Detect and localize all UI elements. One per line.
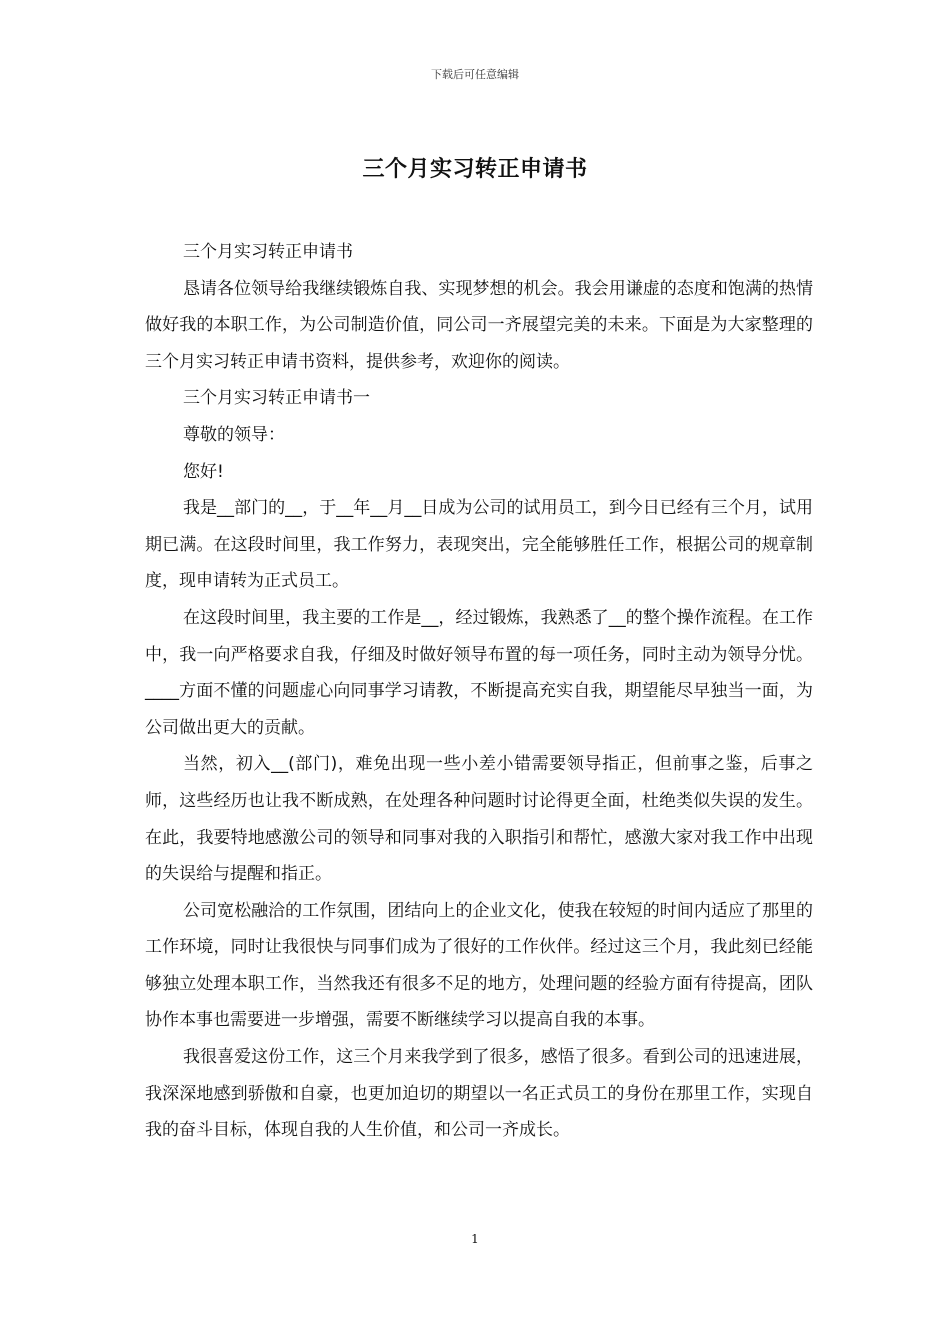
header-note: 下载后可任意编辑 — [431, 68, 519, 81]
paragraph-subheading: 三个月实习转正申请书一 — [183, 388, 370, 409]
page-number: 1 — [471, 1232, 479, 1246]
paragraph-body: 我很喜爱这份工作，这三个月来我学到了很多，感悟了很多。看到公司的迅速进展，我深深地感到骄傲和自豪，也更加迫切的期望以一名正式员工的身份在那里工作，实现自我的奋斗目标，体现自我的人生价值，和公司一齐成长。 — [145, 1047, 813, 1141]
paragraph-body: 公司宽松融洽的工作氛围，团结向上的企业文化，使我在较短的时间内适应了那里的工作环境，同时让我很快与同事们成为了很好的工作伙伴。经过这三个月，我此刻已经能够独立处理本职工作，当然我还有很多不足的地方，处理问题的经验方面有待提高，团队协作本事也需要进一步增强，需要不断继续学习以提高自我的本事。 — [145, 900, 813, 1031]
paragraph-greeting: 您好! — [183, 461, 224, 482]
paragraph-intro: 恳请各位领导给我继续锻炼自我、实现梦想的机会。我会用谦虚的态度和饱满的热情做好我的本职工作，为公司制造价值，同公司一齐展望完美的未来。下面是为大家整理的三个月实习转正申请书资料，提供参考，欢迎你的阅读。 — [145, 278, 813, 372]
paragraph-body: 在这段时间里，我主要的工作是__，经过锻炼，我熟悉了__的整个操作流程。在工作中，我一向严格要求自我，仔细及时做好领导布置的每一项任务，同时主动为领导分忧。____方面不懂的问题虚心向同事学习请教，不断提高充实自我，期望能尽早独当一面，为公司做出更大的贡献。 — [145, 607, 813, 738]
document-body — [145, 234, 813, 1149]
document-title: 三个月实习转正申请书 — [362, 157, 588, 182]
paragraph-salutation: 尊敬的领导： — [183, 424, 285, 445]
paragraph-body: 当然，初入__(部门)，难免出现一些小差小错需要领导指正，但前事之鉴，后事之师，这些经历也让我不断成熟，在处理各种问题时讨论得更全面，杜绝类似失误的发生。在此，我要特地感激公司的领导和同事对我的入职指引和帮忙，感激大家对我工作中出现的失误给与提醒和指正。 — [145, 754, 813, 885]
paragraph-body: 我是__部门的__，于__年__月__日成为公司的试用员工，到今日已经有三个月，试用期已满。在这段时间里，我工作努力，表现突出，完全能够胜任工作，根据公司的规章制度，现申请转为正式员工。 — [145, 498, 813, 592]
paragraph-heading: 三个月实习转正申请书 — [183, 242, 353, 262]
